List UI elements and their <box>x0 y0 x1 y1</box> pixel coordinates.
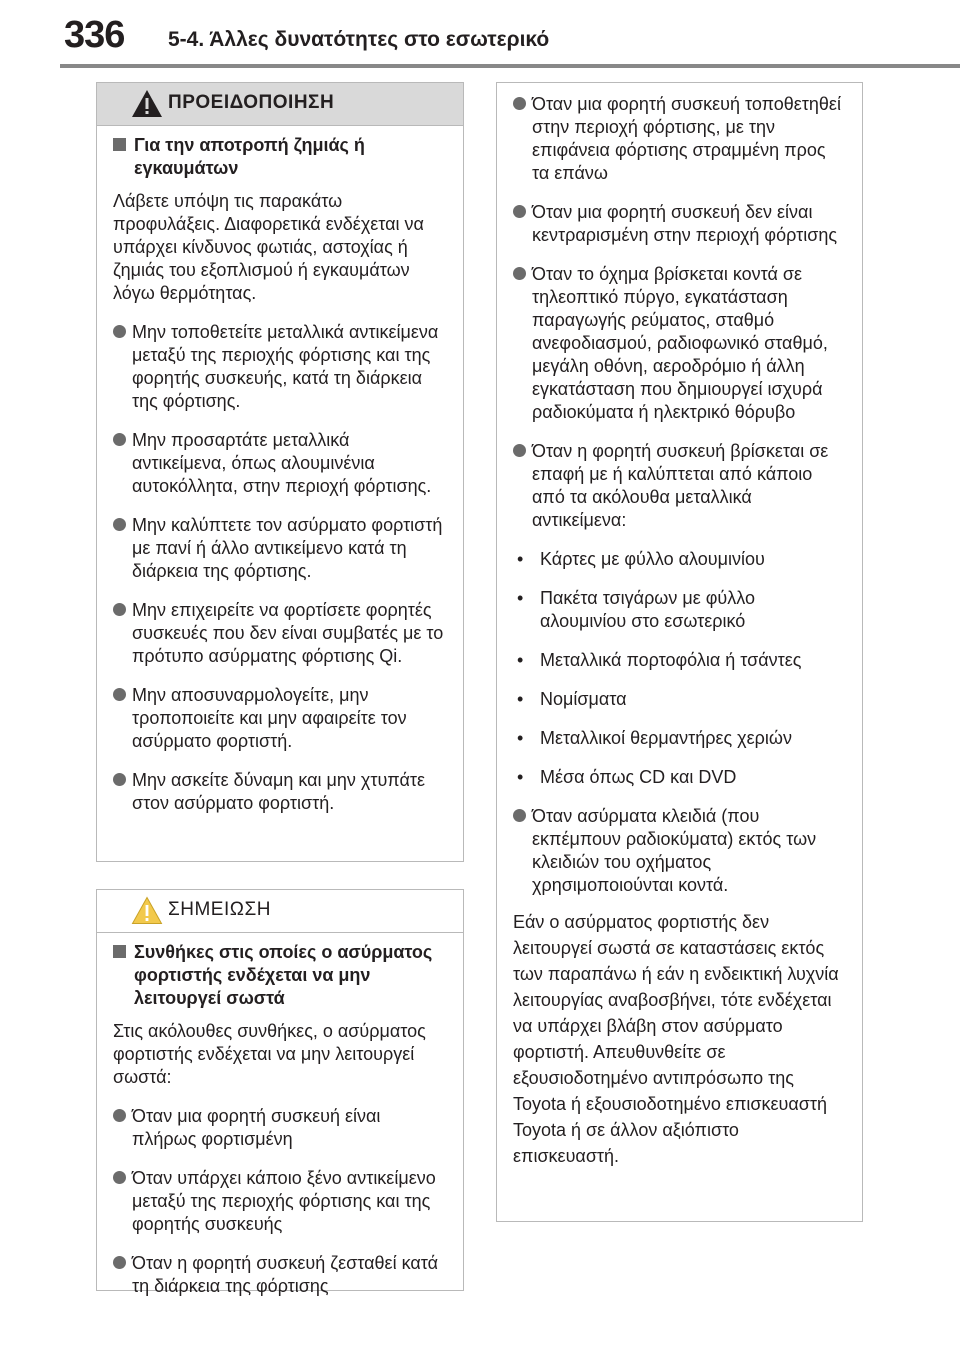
sub-bullet <box>513 587 846 633</box>
note-header <box>97 890 463 933</box>
note-bullet-text: Όταν υπάρχει κάποιο ξένο αντικείμενο μεταξύ της περιοχής φόρτισης και της φορητής συσκευής <box>132 1168 436 1234</box>
warning-bullet-text: Μην επιχειρείτε να φορτίσετε φορητές συσκευές που δεν είναι συμβατές με το πρότυπο ασύρματης φόρτισης Qi. <box>132 600 444 666</box>
sub-bullet-marker: • <box>517 728 524 748</box>
note-title: ΣΗΜΕΙΩΣΗ <box>168 899 271 920</box>
note-bullet <box>113 1105 447 1151</box>
sub-bullet-text: Νομίσματα <box>540 689 627 709</box>
continuation-bullet-text: Όταν η φορητή συσκευή βρίσκεται σε επαφή με ή καλύπτεται από κάποιο από τα ακόλουθα μεταλλικά αντικείμενα: <box>532 441 829 530</box>
closing-paragraph: Εάν ο ασύρματος φορτιστής δεν λειτουργεί σωστά σε καταστάσεις εκτός των παραπάνω ή εάν η ενδεικτική λυχνία λειτουργίας αναβοσβήνει, τότε ενδέχεται να υπάρχει βλάβη στον ασύρματο φορτιστή. Απευθυνθείτε σε εξουσιοδοτημένο αντιπρόσωπο της Toyota ή εξουσιοδοτημένο επισκευαστή Toyota ή σε άλλον αξιόπιστο επισκευαστή. <box>513 912 839 1166</box>
warning-section-heading <box>113 134 447 180</box>
caution-triangle-icon <box>131 896 163 925</box>
warning-triangle-icon <box>131 89 163 118</box>
warning-title: ΠΡΟΕΙΔΟΠΟΙΗΣΗ <box>168 92 335 113</box>
note-box <box>96 889 464 1296</box>
round-bullet-icon <box>113 518 126 531</box>
sub-bullet-text: Μεταλλικά πορτοφόλια ή τσάντες <box>540 650 802 670</box>
round-bullet-icon <box>513 267 526 280</box>
warning-bullet-text: Μην προσαρτάτε μεταλλικά αντικείμενα, όπως αλουμινένια αυτοκόλλητα, στην περιοχή φόρτισης. <box>132 430 432 496</box>
continuation-bullet <box>513 440 846 532</box>
sub-bullet <box>513 548 846 571</box>
continuation-bullet <box>513 201 846 247</box>
round-bullet-icon <box>113 433 126 446</box>
square-bullet-icon <box>113 945 126 958</box>
warning-heading-text: Για την αποτροπή ζημιάς ή εγκαυμάτων <box>134 135 365 178</box>
round-bullet-icon <box>513 444 526 457</box>
sub-bullet <box>513 688 846 711</box>
sub-bullet-marker: • <box>517 650 524 670</box>
warning-bullet <box>113 514 447 583</box>
continuation-bullet <box>513 805 846 897</box>
warning-bullet <box>113 321 447 413</box>
continuation-bullet <box>513 263 846 424</box>
sub-bullet-marker: • <box>517 549 524 569</box>
round-bullet-icon <box>513 205 526 218</box>
round-bullet-icon <box>113 688 126 701</box>
sub-bullet <box>513 766 846 789</box>
warning-intro: Λάβετε υπόψη τις παρακάτω προφυλάξεις. Διαφορετικά ενδέχεται να υπάρχει κίνδυνος φωτιάς, αστοχίας ή ζημιάς του εξοπλισμού ή εγκαυμάτων λόγω θερμότητας. <box>113 191 424 303</box>
sub-bullet-text: Πακέτα τσιγάρων με φύλλο αλουμινίου στο εσωτερικό <box>540 588 756 631</box>
round-bullet-icon <box>113 1109 126 1122</box>
continuation-bullet-text: Όταν ασύρματα κλειδιά (που εκπέμπουν ραδιοκύματα) εκτός των κλειδιών του οχήματος χρησιμοποιούνται κοντά. <box>532 806 817 895</box>
note-intro: Στις ακόλουθες συνθήκες, ο ασύρματος φορτιστής ενδέχεται να μην λειτουργεί σωστά: <box>113 1021 426 1087</box>
warning-header <box>97 83 463 126</box>
page-number: 336 <box>64 14 125 56</box>
warning-bullet-text: Μην ασκείτε δύναμη και μην χτυπάτε στον ασύρματο φορτιστή. <box>132 770 426 813</box>
continuation-bullet-text: Όταν μια φορητή συσκευή δεν είναι κεντραρισμένη στην περιοχή φόρτισης <box>532 202 838 245</box>
note-bullet <box>113 1167 447 1236</box>
round-bullet-icon <box>113 1256 126 1269</box>
sub-bullet <box>513 727 846 750</box>
round-bullet-icon <box>513 97 526 110</box>
warning-bullet <box>113 599 447 668</box>
round-bullet-icon <box>513 809 526 822</box>
sub-bullet-marker: • <box>517 689 524 709</box>
section-title: 5-4. Άλλες δυνατότητες στο εσωτερικό <box>168 28 550 51</box>
sub-bullet-text: Κάρτες με φύλλο αλουμινίου <box>540 549 765 569</box>
warning-bullet-text: Μην καλύπτετε τον ασύρματο φορτιστή με πανί ή άλλο αντικείμενο κατά τη διάρκεια της φόρτισης. <box>132 515 443 581</box>
sub-bullet-text: Μεταλλικοί θερμαντήρες χεριών <box>540 728 792 748</box>
warning-bullet <box>113 429 447 498</box>
sub-bullet-text: Μέσα όπως CD και DVD <box>540 767 737 787</box>
warning-bullet <box>113 769 447 815</box>
warning-bullet-text: Μην τοποθετείτε μεταλλικά αντικείμενα μεταξύ της περιοχής φόρτισης και της φορητής συσκευής, κατά τη διάρκεια της φόρτισης. <box>132 322 439 411</box>
continuation-box <box>496 82 863 1222</box>
note-bullet <box>113 1252 447 1298</box>
warning-box <box>96 82 464 862</box>
warning-bullet <box>113 684 447 753</box>
sub-bullet <box>513 649 846 672</box>
note-bullet-text: Όταν η φορητή συσκευή ζεσταθεί κατά τη διάρκεια της φόρτισης <box>132 1253 439 1296</box>
round-bullet-icon <box>113 325 126 338</box>
continuation-bullet <box>513 93 846 185</box>
warning-bullet-text: Μην αποσυναρμολογείτε, μην τροποποιείτε και μην αφαιρείτε τον ασύρματο φορτιστή. <box>132 685 407 751</box>
round-bullet-icon <box>113 1171 126 1184</box>
square-bullet-icon <box>113 138 126 151</box>
sub-bullet-marker: • <box>517 588 524 608</box>
sub-bullet-marker: • <box>517 767 524 787</box>
continuation-bullet-text: Όταν το όχημα βρίσκεται κοντά σε τηλεοπτικό πύργο, εγκατάσταση παραγωγής ρεύματος, σταθμό ανεφοδιασμού, ραδιοφωνικό σταθμό, μεγάλη οθόνη, αεροδρόμιο ή άλλη εγκατάσταση που δημιουργεί ισχυρά ραδιοκύματα ή ηλεκτρικό θόρυβο <box>532 264 828 422</box>
round-bullet-icon <box>113 773 126 786</box>
header-rule <box>60 64 960 68</box>
round-bullet-icon <box>113 603 126 616</box>
continuation-bullet-text: Όταν μια φορητή συσκευή τοποθετηθεί στην περιοχή φόρτισης, με την επιφάνεια φόρτισης στραμμένη προς τα επάνω <box>532 94 841 183</box>
note-heading-text: Συνθήκες στις οποίες ο ασύρματος φορτιστής ενδέχεται να μην λειτουργεί σωστά <box>134 942 433 1008</box>
note-bullet-text: Όταν μια φορητή συσκευή είναι πλήρως φορτισμένη <box>132 1106 381 1149</box>
note-section-heading <box>113 941 447 1010</box>
